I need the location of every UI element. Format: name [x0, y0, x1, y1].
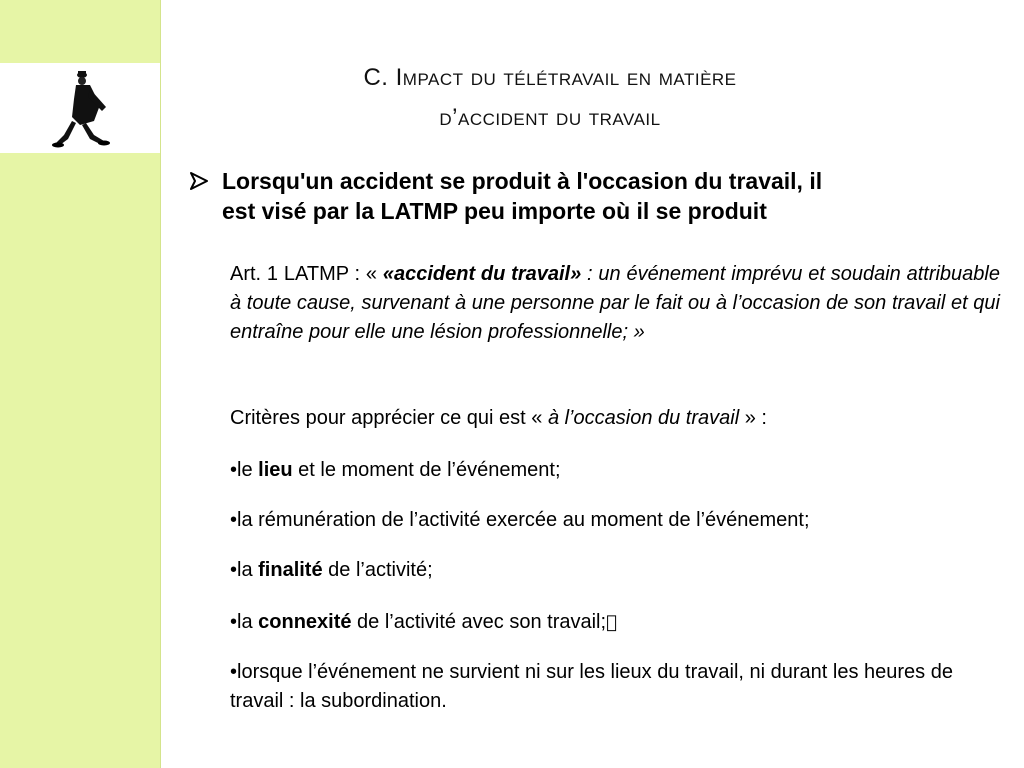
list-item-text-end: de l’activité avec son travail;: [351, 611, 607, 633]
list-bullet: •: [230, 559, 238, 581]
list-bullet: •: [230, 661, 238, 683]
logo-box: [0, 63, 160, 153]
slide-title-line1: C. Impact du télétravail en matière: [363, 64, 737, 91]
article-definition-text: : un événement imprévu et soudain attribuable à toute cause, survenant à une personne par le fait ou à l’occasion de son travail et qui entraîne pour elle une lésion professionnelle; »: [230, 263, 1000, 343]
list-bullet: •: [230, 459, 238, 481]
criteria-heading: [230, 404, 1000, 433]
list-item: [230, 456, 1000, 485]
list-item-text: lorsque l’événement ne survient ni sur les lieux du travail, ni durant les heures de travail : la subordination.: [230, 661, 953, 712]
slide-title: [220, 58, 880, 138]
arrow-bullet-icon: [188, 170, 210, 192]
criteria-suffix: » :: [739, 407, 767, 429]
list-item-text: la: [237, 559, 259, 581]
list-bullet: •: [230, 509, 238, 531]
article-definition: [230, 260, 1000, 347]
main-bullet-text: [222, 166, 982, 226]
sidebar-top-block: [0, 0, 158, 63]
list-item-text-end: de l’activité;: [322, 559, 433, 581]
list-item-text: le: [237, 459, 259, 481]
list-item-text-end: et le moment de l’événement;: [292, 459, 561, 481]
criteria-prefix: Critères pour apprécier ce qui est «: [230, 407, 548, 429]
article-term: «accident du travail»: [382, 263, 582, 285]
list-item: [230, 658, 1000, 716]
list-item: [230, 608, 1000, 637]
list-item: [230, 556, 1000, 585]
main-bullet-line2: est visé par la LATMP peu importe où il se produit: [222, 198, 767, 224]
list-item-bold: finalité: [258, 559, 323, 581]
list-item-text: la: [237, 611, 259, 633]
criteria-phrase: à l’occasion du travail: [547, 407, 740, 429]
article-prefix: Art. 1 LATMP : «: [230, 263, 383, 285]
missing-glyph-icon: [606, 612, 617, 633]
list-item: [230, 506, 1000, 535]
list-bullet: •: [230, 611, 238, 633]
list-item-bold: lieu: [258, 459, 293, 481]
main-bullet-line1: Lorsqu'un accident se produit à l'occasion du travail, il: [222, 168, 823, 194]
list-item-text: la rémunération de l’activité exercée au moment de l’événement;: [237, 509, 810, 531]
walking-man-icon: [50, 69, 114, 151]
list-item-bold: connexité: [258, 611, 352, 633]
slide-title-line2: d’accident du travail: [439, 104, 661, 131]
